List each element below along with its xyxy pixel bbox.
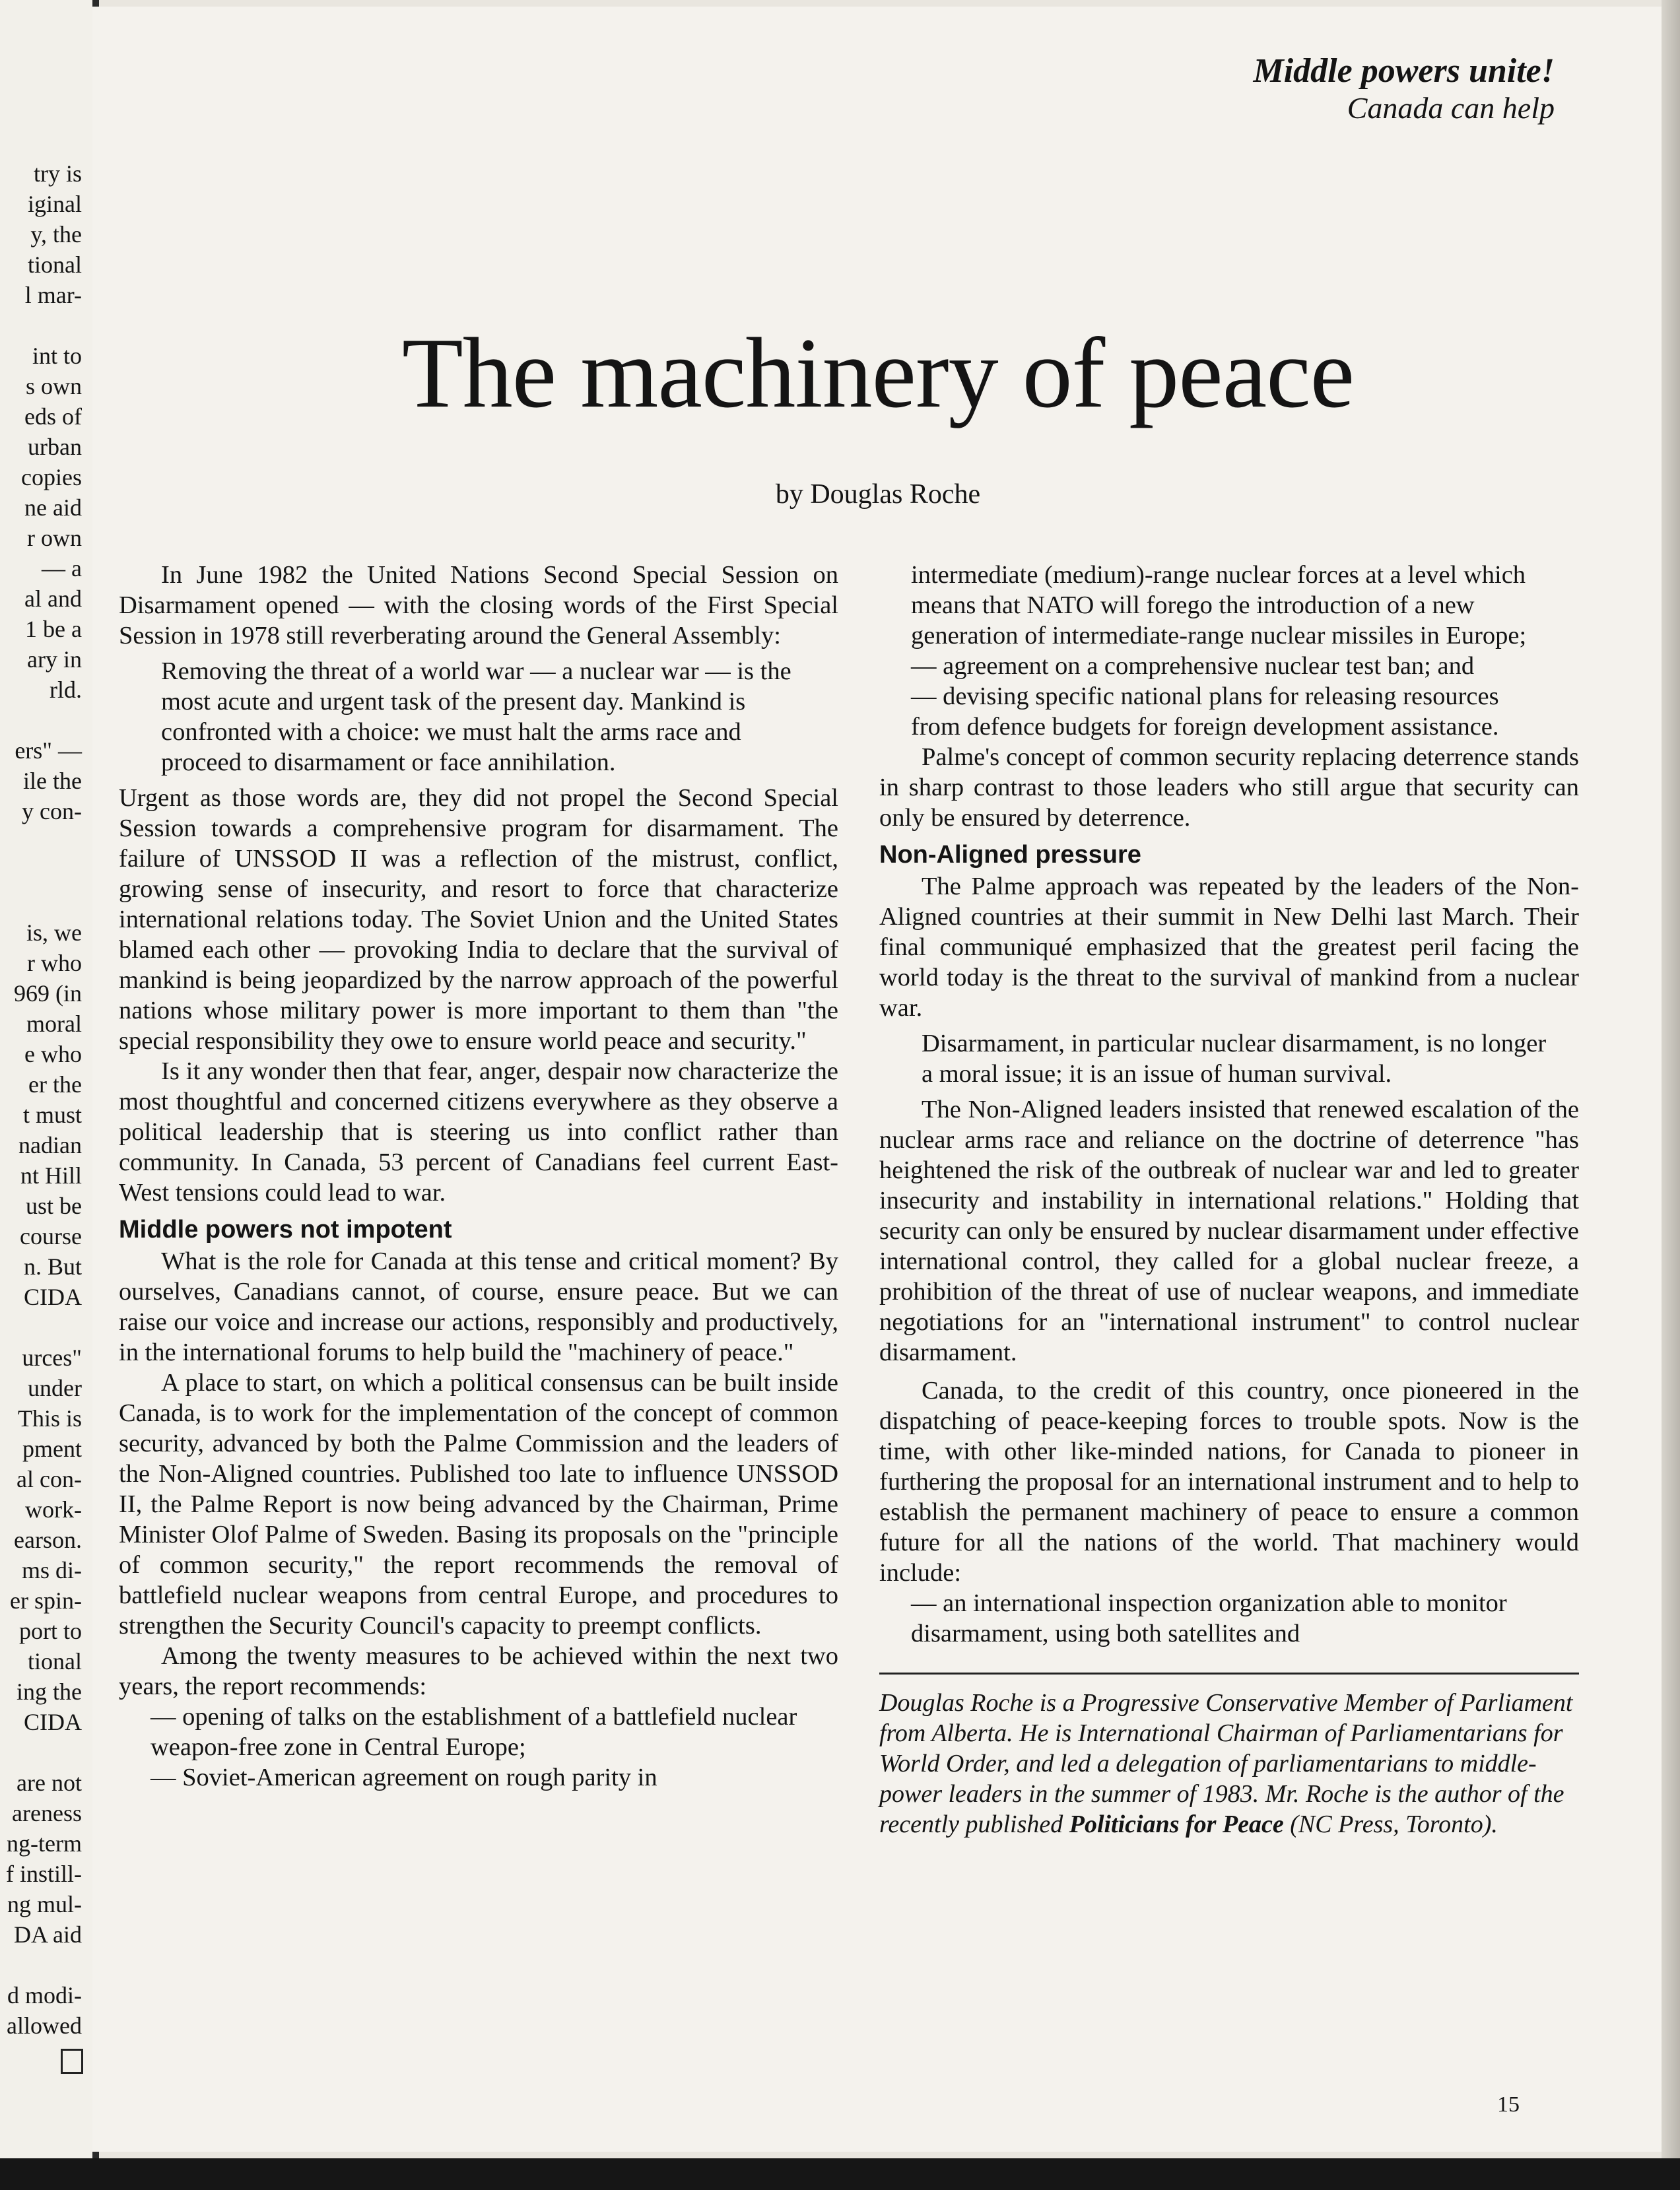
gutter-text-fragment: tional [28, 1648, 82, 1675]
paragraph: Canada, to the credit of this country, once pioneered in the dispatching of peace-keeping forces to trouble spots. Now is the time, with other like-minded nations, for Canada to pioneer in furthering the proposal for an international instrument and to help to establish the permanent machinery of peace to ensure a common future for all the nations of the world. That machinery would include: [879, 1377, 1579, 1587]
gutter-text-fragment: f instill- [6, 1861, 82, 1887]
gutter-text-fragment: int to [32, 343, 82, 369]
gutter-text-fragment: ing the [17, 1678, 82, 1705]
gutter-text-fragment: tional [28, 251, 82, 278]
article-column-right [879, 560, 1579, 1840]
gutter-text-fragment: ust be [26, 1193, 82, 1219]
gutter-text-fragment: areness [12, 1800, 82, 1826]
gutter-text-fragment: al and [24, 585, 82, 612]
gutter-text-fragment: y, the [30, 221, 82, 248]
list-item: — agreement on a comprehensive nuclear test ban; and [911, 652, 1475, 680]
list-item: — an international inspection organization able to monitor disarmament, using both satellites and [911, 1589, 1507, 1647]
gutter-text-fragment: ary in [27, 646, 82, 673]
paragraph: In June 1982 the United Nations Second Special Session on Disarmament opened — with the closing words of the First Special Session in 1978 still reverberating around the General Assembly: [119, 561, 838, 649]
gutter-text-fragment: ne aid [24, 494, 82, 521]
scan-bottom-edge [0, 2158, 1680, 2190]
gutter-text-fragment: are not [17, 1770, 82, 1796]
gutter-text-fragment: d modi- [7, 1982, 82, 2008]
gutter-text-fragment: urban [28, 434, 82, 460]
paragraph: Palme's concept of common security replacing deterrence stands in sharp contrast to those leaders who still argue that security can only be ensured by deterrence. [879, 743, 1579, 832]
gutter-text-fragment: nadian [18, 1132, 82, 1158]
kicker-line-1: Middle powers unite! [1253, 52, 1555, 90]
bio-book-title: Politicians for Peace [1069, 1810, 1284, 1838]
gutter-text-fragment: l mar- [24, 282, 82, 308]
gutter-text-fragment: urces" [22, 1344, 82, 1371]
section-kicker [1254, 53, 1555, 127]
gutter-text-fragment: y con- [22, 798, 82, 824]
gutter-text-fragment: s own [25, 373, 82, 399]
gutter-text-fragment: copies [21, 464, 82, 490]
article-byline: by Douglas Roche [775, 479, 981, 510]
gutter-text-fragment: nt Hill [20, 1162, 82, 1189]
paragraph: What is the role for Canada at this tense and critical moment? By ourselves, Canadians cannot, of course, ensure peace. But we can raise our voice and increase our actions, responsibly and productively, in the international forums to help build the "machinery of peace." [119, 1247, 838, 1366]
gutter-text-fragment: ers" — [15, 737, 82, 764]
gutter-text-fragment: ms di- [21, 1557, 82, 1583]
gutter-text-fragment: DA aid [14, 1921, 82, 1948]
list-item: — Soviet-American agreement on rough parity in [151, 1764, 657, 1791]
gutter-text-fragment: 1 be a [25, 616, 82, 642]
adjacent-page-strip [0, 0, 99, 2190]
bio-divider [879, 1673, 1579, 1675]
section-heading: Middle powers not impotent [119, 1216, 452, 1244]
gutter-text-fragment: is, we [26, 919, 82, 946]
paragraph: Is it any wonder then that fear, anger, despair now characterize the most thoughtful and concerned citizens everywhere as they observe a political leadership that is steering us into conflict rather than community. In Canada, 53 percent of Canadians feel current East-West tensions could lead to war. [119, 1057, 838, 1207]
paragraph: The Palme approach was repeated by the leaders of the Non-Aligned countries at their summit in New Delhi last March. Their final communiqué emphasized that the greatest peril facing the world today is the threat to the survival of mankind from a nuclear war. [879, 873, 1579, 1022]
bio-publisher: (NC Press, Toronto). [1290, 1810, 1498, 1838]
gutter-text-fragment: under [28, 1375, 82, 1401]
gutter-text-fragment: ng mul- [7, 1891, 82, 1917]
gutter-text-fragment: iginal [28, 191, 82, 217]
section-heading: Non-Aligned pressure [879, 841, 1141, 869]
gutter-text-fragment: ng-term [7, 1830, 82, 1857]
gutter-text-fragment: CIDA [24, 1709, 82, 1735]
list-item: — devising specific national plans for releasing resources from defence budgets for foreign development assistance. [911, 682, 1499, 741]
gutter-text-fragment: work- [25, 1496, 82, 1523]
gutter-text-fragment: n. But [23, 1253, 82, 1280]
page-edge-shadow [1662, 0, 1680, 2158]
gutter-text-fragment: course [20, 1223, 82, 1249]
gutter-text-fragment: earson. [14, 1527, 82, 1553]
block-quote: Disarmament, in particular nuclear disarmament, is no longer a moral issue; it is an issue of human survival. [922, 1030, 1547, 1088]
magazine-page [92, 7, 1663, 2152]
gutter-text-fragment: eds of [24, 403, 82, 430]
gutter-text-fragment: CIDA [24, 1284, 82, 1310]
end-mark-box [61, 2049, 83, 2074]
gutter-text-fragment: e who [24, 1041, 82, 1067]
paragraph: The Non-Aligned leaders insisted that renewed escalation of the nuclear arms race and reliance on the doctrine of deterrence "has heightened the risk of the outbreak of nuclear war and led to greater insecurity and instability in international relations." Holding that security can only be ensured by nuclear disarmament under effective international control, they called for a global nuclear freeze, a prohibition of the threat of use of nuclear weapons, and immediate negotiations for an "international instrument" to control nuclear disarmament. [879, 1096, 1579, 1366]
gutter-text-fragment: allowed [7, 2012, 82, 2039]
article-column-left [119, 560, 838, 1793]
paragraph: Urgent as those words are, they did not propel the Second Special Session towards a comprehensive program for disarmament. The failure of UNSSOD II was a reflection of the mistrust, conflict, growing sense of insecurity, and resort to force that characterize international relations today. The Soviet Union and the United States blamed each other — provoking India to declare that the survival of mankind is being jeopardized by the narrow approach of the powerful nations whose military power is more important to them than "the special responsibility they owe to ensure world peace and security." [119, 784, 838, 1055]
gutter-text-fragment: 969 (in [14, 980, 82, 1007]
gutter-text-fragment: t must [22, 1102, 82, 1128]
gutter-text-fragment: al con- [17, 1466, 82, 1492]
gutter-text-fragment: This is [17, 1405, 82, 1432]
gutter-text-fragment: r own [27, 525, 82, 551]
list-item: — opening of talks on the establishment of a battlefield nuclear weapon-free zone in Central Europe; [151, 1703, 797, 1761]
gutter-text-fragment: er spin- [10, 1587, 82, 1614]
list-item: intermediate (medium)-range nuclear forces at a level which means that NATO will forego the introduction of a new generation of intermediate-range nuclear missiles in Europe; [911, 561, 1527, 649]
gutter-text-fragment: moral [26, 1011, 82, 1037]
kicker-line-2: Canada can help [1347, 91, 1555, 125]
bio-text: Douglas Roche is a Progressive Conservative Member of Parliament from Alberta. He is International Chairman of Parliamentarians for World Order, and led a delegation of parliamentarians to middle-power leaders in the summer of 1983. Mr. Roche is the author of the recently published [879, 1689, 1573, 1838]
page-number: 15 [1497, 2092, 1520, 2117]
gutter-text-fragment: try is [33, 160, 82, 187]
block-quote: Removing the threat of a world war — a nuclear war — is the most acute and urgent task of the present day. Mankind is confronted with a choice: we must halt the arms race and proceed to disarmament or face annihilation. [161, 657, 791, 776]
author-bio [879, 1688, 1579, 1840]
gutter-text-fragment: — a [42, 555, 82, 581]
gutter-text-fragment: rld. [50, 677, 82, 703]
gutter-text-fragment: port to [19, 1618, 82, 1644]
gutter-text-fragment: ile the [23, 768, 82, 794]
gutter-text-fragment: pment [22, 1436, 82, 1462]
article-title: The machinery of peace [401, 317, 1355, 428]
paragraph: A place to start, on which a political consensus can be built inside Canada, is to work for the implementation of the concept of common security, advanced by both the Palme Commission and the leaders of the Non-Aligned countries. Published too late to influence UNSSOD II, the Palme Report is now being advanced by the Chairman, Prime Minister Olof Palme of Sweden. Basing its proposals on the "principle of common security," the report recommends the removal of battlefield nuclear weapons from central Europe, and procedures to strengthen the Security Council's capacity to preempt conflicts. [119, 1369, 838, 1640]
gutter-text-fragment: er the [28, 1071, 82, 1098]
paragraph: Among the twenty measures to be achieved within the next two years, the report recommends: [119, 1642, 838, 1700]
gutter-text-fragment: r who [27, 950, 82, 976]
